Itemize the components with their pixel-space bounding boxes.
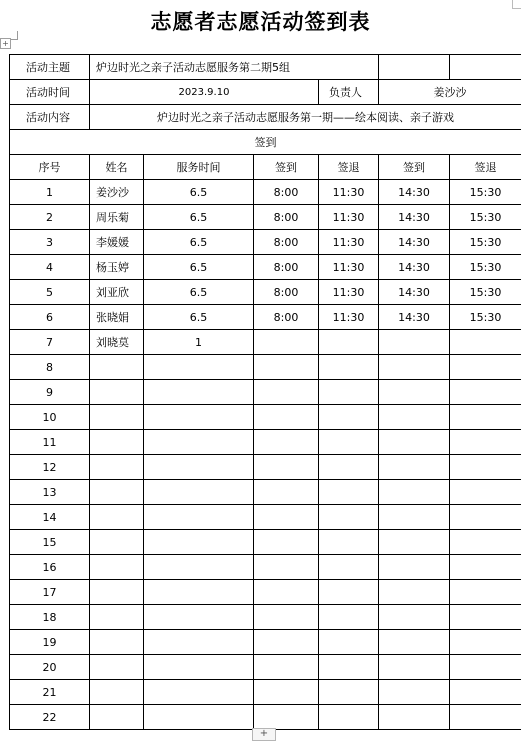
signin-am-cell[interactable]: 8:00 [254,255,319,280]
signout-pm-cell[interactable] [450,605,521,630]
signout-am-cell[interactable] [319,430,379,455]
signout-pm-cell[interactable] [450,430,521,455]
signout-am-cell[interactable] [319,680,379,705]
table-row [10,530,521,555]
col-header-signout-am: 签退 [319,155,379,180]
signout-am-cell[interactable]: 11:30 [319,305,379,330]
volunteer-name-cell[interactable]: 周乐菊 [90,205,144,230]
volunteer-name-cell[interactable] [90,580,144,605]
theme-row [10,55,521,80]
signin-am-cell[interactable] [254,605,319,630]
table-row [10,330,521,355]
table-row [10,180,521,205]
signin-am-cell[interactable]: 8:00 [254,280,319,305]
signout-am-cell[interactable]: 11:30 [319,205,379,230]
service-hours-cell[interactable]: 1 [144,330,254,355]
table-row [10,405,521,430]
service-hours-cell[interactable] [144,430,254,455]
row-number-cell[interactable]: 18 [10,605,90,630]
signout-am-cell[interactable]: 11:30 [319,255,379,280]
signout-pm-cell[interactable] [450,355,521,380]
service-hours-cell[interactable] [144,605,254,630]
signout-pm-cell[interactable]: 15:30 [450,255,521,280]
table-row [10,280,521,305]
signin-pm-cell[interactable]: 14:30 [379,205,450,230]
signin-table [9,54,521,730]
service-hours-cell[interactable] [144,555,254,580]
row-number-cell[interactable]: 1 [10,180,90,205]
service-hours-cell[interactable] [144,680,254,705]
signin-pm-cell[interactable]: 14:30 [379,230,450,255]
volunteer-name-cell[interactable] [90,355,144,380]
volunteer-name-cell[interactable]: 张晓娟 [90,305,144,330]
volunteer-name-cell[interactable]: 姜沙沙 [90,180,144,205]
signin-am-cell[interactable] [254,655,319,680]
signout-am-cell[interactable] [319,555,379,580]
volunteer-name-cell[interactable]: 杨玉婷 [90,255,144,280]
row-number-cell[interactable]: 11 [10,430,90,455]
row-number-cell[interactable]: 19 [10,630,90,655]
signout-am-cell[interactable]: 11:30 [319,180,379,205]
volunteer-name-cell[interactable] [90,530,144,555]
row-number-cell[interactable]: 14 [10,505,90,530]
signin-pm-cell[interactable] [379,705,450,730]
signin-header-row [10,130,521,155]
table-row [10,205,521,230]
row-number-cell[interactable]: 3 [10,230,90,255]
signin-pm-cell[interactable] [379,380,450,405]
signout-pm-cell[interactable] [450,580,521,605]
col-header-number: 序号 [10,155,90,180]
signin-am-cell[interactable] [254,430,319,455]
row-number-cell[interactable]: 21 [10,680,90,705]
volunteer-name-cell[interactable] [90,505,144,530]
volunteer-name-cell[interactable]: 刘亚欣 [90,280,144,305]
row-number-cell[interactable]: 5 [10,280,90,305]
table-row [10,505,521,530]
signout-am-cell[interactable] [319,530,379,555]
signin-am-cell[interactable] [254,580,319,605]
table-row [10,305,521,330]
signout-am-cell[interactable]: 11:30 [319,280,379,305]
signout-am-cell[interactable]: 11:30 [319,230,379,255]
col-header-signin-pm: 签到 [379,155,450,180]
row-number-cell[interactable]: 6 [10,305,90,330]
row-number-cell[interactable]: 2 [10,205,90,230]
signout-pm-cell[interactable]: 15:30 [450,180,521,205]
signout-pm-cell[interactable] [450,630,521,655]
row-number-cell[interactable]: 12 [10,455,90,480]
table-row [10,230,521,255]
volunteer-name-cell[interactable] [90,605,144,630]
signout-am-cell[interactable] [319,505,379,530]
theme-label: 活动主题 [10,55,90,80]
table-row [10,605,521,630]
signout-pm-cell[interactable]: 15:30 [450,230,521,255]
table-row [10,430,521,455]
service-hours-cell[interactable] [144,380,254,405]
row-number-cell[interactable]: 22 [10,705,90,730]
service-hours-cell[interactable] [144,505,254,530]
service-hours-cell[interactable]: 6.5 [144,230,254,255]
service-hours-cell[interactable] [144,355,254,380]
service-hours-cell[interactable]: 6.5 [144,305,254,330]
signout-am-cell[interactable] [319,655,379,680]
service-hours-cell[interactable] [144,705,254,730]
signin-pm-cell[interactable] [379,530,450,555]
leader-value[interactable]: 姜沙沙 [379,80,521,105]
leader-label: 负责人 [319,80,379,105]
table-row [10,455,521,480]
row-number-cell[interactable]: 4 [10,255,90,280]
signin-am-cell[interactable] [254,355,319,380]
service-hours-cell[interactable] [144,480,254,505]
table-move-handle[interactable]: + [0,38,11,49]
page-title: 志愿者志愿活动签到表 [150,9,371,34]
signout-pm-cell[interactable]: 15:30 [450,205,521,230]
signin-am-cell[interactable]: 8:00 [254,180,319,205]
signin-pm-cell[interactable] [379,455,450,480]
signout-pm-cell[interactable] [450,555,521,580]
signin-am-cell[interactable] [254,680,319,705]
table-row [10,555,521,580]
signout-pm-cell[interactable] [450,680,521,705]
signin-pm-cell[interactable] [379,330,450,355]
signin-am-cell[interactable] [254,555,319,580]
signin-am-cell[interactable]: 8:00 [254,205,319,230]
signout-pm-cell[interactable] [450,455,521,480]
signin-am-cell[interactable]: 8:00 [254,230,319,255]
service-hours-cell[interactable] [144,405,254,430]
col-header-name: 姓名 [90,155,144,180]
signout-am-cell[interactable] [319,605,379,630]
signout-pm-cell[interactable] [450,655,521,680]
volunteer-name-cell[interactable] [90,455,144,480]
service-hours-cell[interactable] [144,580,254,605]
volunteer-name-cell[interactable]: 李媛媛 [90,230,144,255]
service-hours-cell[interactable] [144,530,254,555]
theme-extra-cell[interactable] [379,55,450,80]
row-number-cell[interactable]: 20 [10,655,90,680]
signin-am-cell[interactable]: 8:00 [254,305,319,330]
signin-pm-cell[interactable]: 14:30 [379,180,450,205]
volunteer-name-cell[interactable] [90,630,144,655]
signin-pm-cell[interactable] [379,355,450,380]
time-row [10,80,521,105]
signin-pm-cell[interactable] [379,580,450,605]
volunteer-name-cell[interactable] [90,680,144,705]
row-number-cell[interactable]: 13 [10,480,90,505]
volunteer-name-cell[interactable]: 刘晓莫 [90,330,144,355]
signin-pm-cell[interactable] [379,655,450,680]
service-hours-cell[interactable]: 6.5 [144,205,254,230]
signout-am-cell[interactable] [319,705,379,730]
service-hours-cell[interactable] [144,630,254,655]
signout-am-cell[interactable] [319,380,379,405]
volunteer-name-cell[interactable] [90,705,144,730]
signin-am-cell[interactable] [254,405,319,430]
table-row [10,630,521,655]
row-number-cell[interactable]: 9 [10,380,90,405]
signin-pm-cell[interactable] [379,505,450,530]
volunteer-name-cell[interactable] [90,430,144,455]
signout-pm-cell[interactable] [450,405,521,430]
row-number-cell[interactable]: 17 [10,580,90,605]
row-number-cell[interactable]: 7 [10,330,90,355]
service-hours-cell[interactable] [144,455,254,480]
theme-value[interactable]: 炉边时光之亲子活动志愿服务第二期5组 [90,55,379,80]
signout-pm-cell[interactable] [450,330,521,355]
service-hours-cell[interactable]: 6.5 [144,180,254,205]
signout-am-cell[interactable] [319,405,379,430]
time-label: 活动时间 [10,80,90,105]
volunteer-name-cell[interactable] [90,655,144,680]
add-row-button[interactable]: + [252,728,276,741]
table-row [10,655,521,680]
row-number-cell[interactable]: 16 [10,555,90,580]
table-row [10,355,521,380]
signin-pm-cell[interactable] [379,480,450,505]
volunteer-name-cell[interactable] [90,555,144,580]
volunteer-name-cell[interactable] [90,405,144,430]
table-row [10,680,521,705]
volunteer-name-cell[interactable] [90,480,144,505]
time-value[interactable]: 2023.9.10 [90,80,319,105]
signin-am-cell[interactable] [254,455,319,480]
signin-am-cell[interactable] [254,530,319,555]
signout-am-cell[interactable] [319,355,379,380]
signin-header: 签到 [10,130,521,155]
signin-am-cell[interactable] [254,380,319,405]
content-value[interactable]: 炉边时光之亲子活动志愿服务第一期——绘本阅读、亲子游戏 [90,105,521,130]
signin-am-cell[interactable] [254,330,319,355]
signout-pm-cell[interactable]: 15:30 [450,305,521,330]
signin-pm-cell[interactable]: 14:30 [379,280,450,305]
content-row [10,105,521,130]
signout-am-cell[interactable] [319,580,379,605]
volunteer-name-cell[interactable] [90,380,144,405]
row-number-cell[interactable]: 8 [10,355,90,380]
row-number-cell[interactable]: 15 [10,530,90,555]
signin-am-cell[interactable] [254,630,319,655]
table-row [10,480,521,505]
signin-pm-cell[interactable] [379,555,450,580]
signout-pm-cell[interactable]: 15:30 [450,280,521,305]
signout-am-cell[interactable] [319,330,379,355]
service-hours-cell[interactable]: 6.5 [144,280,254,305]
table-row [10,255,521,280]
signin-pm-cell[interactable] [379,630,450,655]
col-header-hours: 服务时间 [144,155,254,180]
signin-pm-cell[interactable] [379,605,450,630]
signin-pm-cell[interactable] [379,430,450,455]
service-hours-cell[interactable] [144,655,254,680]
col-header-signout-pm: 签退 [450,155,521,180]
signout-pm-cell[interactable] [450,705,521,730]
table-row [10,705,521,730]
signout-pm-cell[interactable] [450,480,521,505]
signout-am-cell[interactable] [319,480,379,505]
col-header-signin-am: 签到 [254,155,319,180]
column-header-row [10,155,521,180]
content-label: 活动内容 [10,105,90,130]
margin-corner-mark-right [512,0,521,9]
table-row [10,580,521,605]
signout-am-cell[interactable] [319,630,379,655]
signout-pm-cell[interactable] [450,530,521,555]
signin-am-cell[interactable] [254,480,319,505]
theme-extra-cell-2[interactable] [450,55,521,80]
service-hours-cell[interactable]: 6.5 [144,255,254,280]
signout-pm-cell[interactable] [450,380,521,405]
signin-pm-cell[interactable] [379,405,450,430]
signout-pm-cell[interactable] [450,505,521,530]
signin-am-cell[interactable] [254,705,319,730]
signout-am-cell[interactable] [319,455,379,480]
table-row [10,380,521,405]
row-number-cell[interactable]: 10 [10,405,90,430]
signin-pm-cell[interactable] [379,680,450,705]
signin-am-cell[interactable] [254,505,319,530]
signin-pm-cell[interactable]: 14:30 [379,255,450,280]
signin-pm-cell[interactable]: 14:30 [379,305,450,330]
